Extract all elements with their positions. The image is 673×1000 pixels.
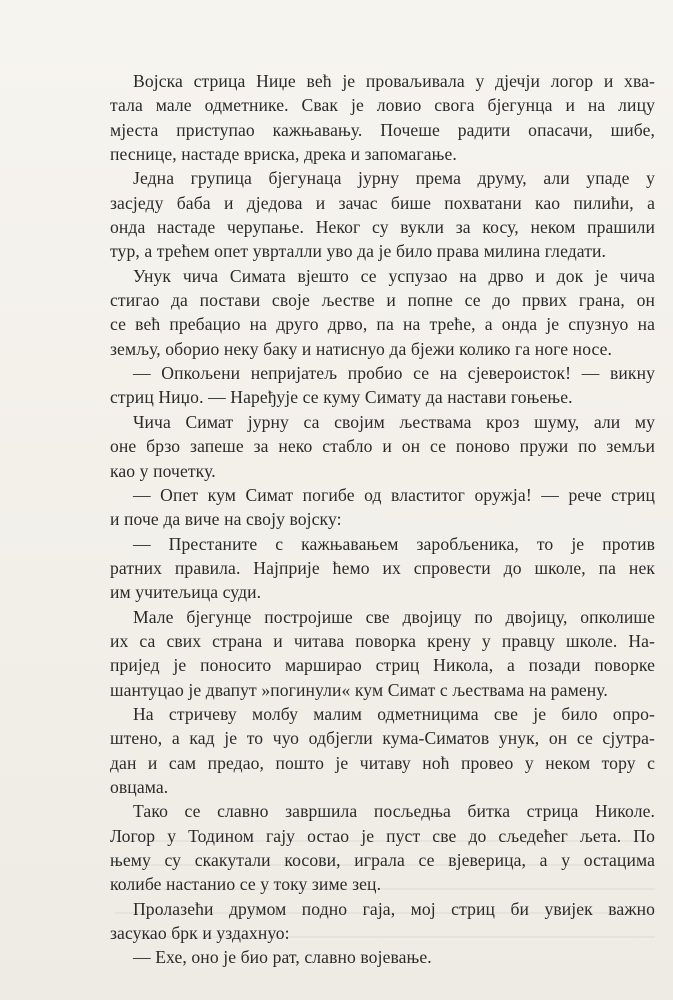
paragraph xyxy=(110,702,655,799)
text-line: земљу, оборио неку баку и натиснуо да бјежи колико га ноге носе. xyxy=(110,338,613,359)
text-line: Мале бјегунце постројише све двојицу по двојицу, опколише xyxy=(133,606,655,627)
text-line: На стричеву молбу малим одметницима све је било опро- xyxy=(133,703,655,724)
paragraph xyxy=(110,897,655,946)
text-line: се већ пребацио на друго дрво, па на треће, а онда је спузнуо на xyxy=(110,314,655,335)
text-line: Једна групица бјегунаца јурну према друму, али упаде у xyxy=(133,168,655,189)
text-line: — Ехе, оно је био рат, славно војевање. xyxy=(133,947,432,968)
text-line: стигао да постави своје љестве и попне се до првих грана, он xyxy=(110,290,655,311)
text-line: Војска стрица Ниџе већ је проваљивала у дјечји логор и хва- xyxy=(133,71,655,91)
text-line: и поче да виче на своју војску: xyxy=(110,509,342,530)
text-line: Логор у Тодином гају остао је пуст све до сљедећег љета. По xyxy=(110,825,655,846)
text-line: тала мале одметнике. Свак је ловио свога бјегунца и на лицу xyxy=(110,95,655,116)
text-line: њему су скакутали косови, играла се вјеверица, а у остацима xyxy=(110,850,655,870)
paragraph xyxy=(110,799,655,896)
text-line: песнице, настаде вриска, дрека и запомагање. xyxy=(110,144,457,165)
paragraph xyxy=(110,483,655,532)
text-line: тур, а трећем опет уврталли уво да је било права милина гледати. xyxy=(110,241,607,262)
text-line: овцама. xyxy=(110,776,169,797)
text-line: Пролазећи друмом подно гаја, мој стриц би увијек важно xyxy=(133,898,655,919)
text-line: Унук чича Симата вјешто се успузао на дрво и док је чича xyxy=(133,265,655,286)
text-line: засукао брк и уздахнуо: xyxy=(110,923,290,944)
text-line: оне брзо запеше за неко стабло и он се поново пружи по земљи xyxy=(110,436,655,457)
text-line: ратних правила. Најприје ћемо их спровести до школе, па нек xyxy=(110,557,655,578)
text-line: Чича Симат јурну са својим љествама кроз шуму, али му xyxy=(133,411,655,432)
text-line: колибе настанио се у току зиме зец. xyxy=(110,874,382,895)
text-line: шантуцао је двапут »погинули« кум Симат с љествама на рамену. xyxy=(110,679,608,700)
text-line: им учитељица суди. xyxy=(110,582,262,603)
text-line: мјеста приступао кажњавању. Почеше радити опасачи, шибе, xyxy=(110,119,655,140)
text-line: штено, а кад је то чуо одбјегли кума-Симатов унук, он се сјутра- xyxy=(110,728,655,749)
paragraph xyxy=(110,532,655,605)
text-line: — Опет кум Симат погибе од властитог оружја! — рече стриц xyxy=(133,484,655,505)
text-line: стриц Ниџо. — Наређује се куму Симату да настави гоњење. xyxy=(110,387,573,408)
text-line: онда настаде черупање. Неког су вукли за косу, неком прашили xyxy=(110,217,655,238)
paragraph xyxy=(110,264,655,361)
paragraph xyxy=(110,410,655,483)
paragraph xyxy=(110,166,655,263)
text-line: их са свих страна и читава поворка крену у правцу школе. На- xyxy=(110,630,655,651)
text-line: Тако се славно завршила посљедња битка стрица Николе. xyxy=(133,801,655,822)
text-line: као у почетку. xyxy=(110,460,216,481)
text-line: дан и сам предао, пошто је читаву ноћ провео у неком тору с xyxy=(110,752,655,773)
text-line: — Опкољени непријатељ пробио се на сјевероисток! — викну xyxy=(133,363,655,384)
body-text xyxy=(110,69,655,970)
text-line: засједу баба и дједова и зачас бише похватани као пилићи, а xyxy=(110,192,655,213)
text-line: пријед је поносито марширао стриц Никола, а позади поворке xyxy=(110,655,655,676)
text-line: — Престаните с кажњавањем заробљеника, то је против xyxy=(133,533,655,554)
paragraph xyxy=(110,69,655,166)
paragraph xyxy=(110,361,655,410)
paragraph xyxy=(110,605,655,702)
paragraph xyxy=(110,945,655,969)
